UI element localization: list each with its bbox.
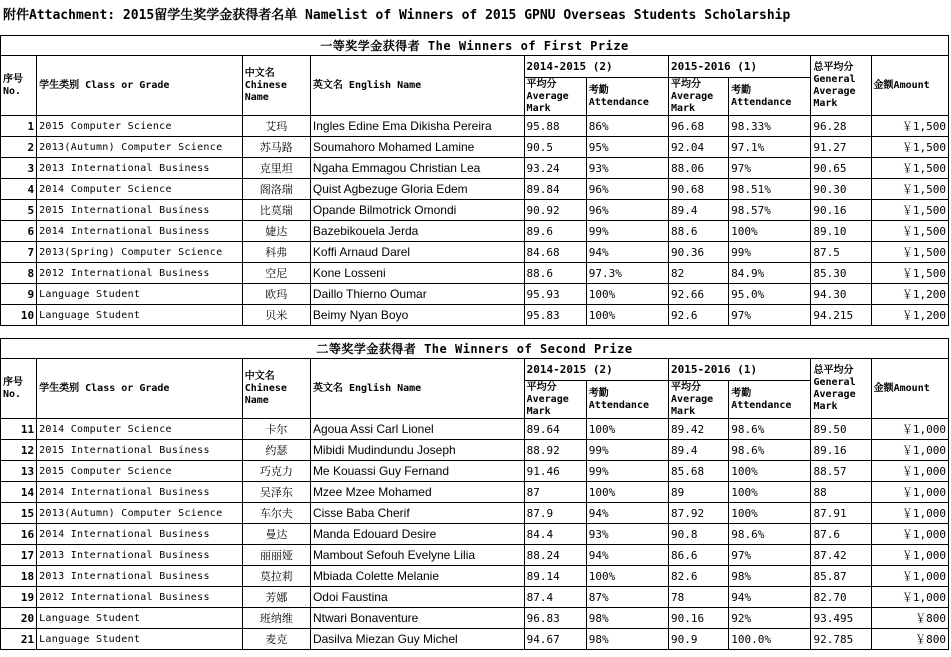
table-row	[1, 419, 949, 440]
average-mark-2014-2015: 88.6	[524, 263, 586, 284]
table-row	[1, 116, 949, 137]
row-number: 13	[1, 461, 37, 482]
attendance-2014-2015: 86%	[586, 116, 668, 137]
section-caption: 一等奖学金获得者 The Winners of First Prize	[1, 36, 949, 56]
english-name: Agoua Assi Carl Lionel	[310, 419, 524, 440]
attendance-2015-2016: 98.33%	[729, 116, 811, 137]
class-grade: 2013(Autumn) Computer Science	[37, 503, 243, 524]
row-number: 19	[1, 587, 37, 608]
row-number: 15	[1, 503, 37, 524]
average-mark-2014-2015: 87	[524, 482, 586, 503]
class-grade: 2015 International Business	[37, 440, 243, 461]
row-number: 7	[1, 242, 37, 263]
amount: ￥800	[871, 629, 948, 650]
average-mark-2015-2016: 86.6	[669, 545, 729, 566]
general-average-mark: 87.5	[811, 242, 871, 263]
english-name: Me Kouassi Guy Fernand	[310, 461, 524, 482]
row-number: 10	[1, 305, 37, 326]
table-row	[1, 263, 949, 284]
average-mark-2015-2016: 85.68	[669, 461, 729, 482]
general-average-mark: 87.6	[811, 524, 871, 545]
english-name: Mzee Mzee Mohamed	[310, 482, 524, 503]
header-year-2014-2015: 2014-2015 (2)	[524, 359, 668, 381]
average-mark-2014-2015: 89.84	[524, 179, 586, 200]
row-number: 21	[1, 629, 37, 650]
attendance-2014-2015: 97.3%	[586, 263, 668, 284]
amount: ￥1,000	[871, 545, 948, 566]
table-row	[1, 482, 949, 503]
attendance-2014-2015: 98%	[586, 629, 668, 650]
english-name: Odoi Faustina	[310, 587, 524, 608]
attendance-2015-2016: 97%	[729, 545, 811, 566]
table-row	[1, 200, 949, 221]
average-mark-2015-2016: 90.68	[668, 179, 728, 200]
header-average-mark-2: 平均分 Average Mark	[668, 78, 728, 116]
row-number: 20	[1, 608, 37, 629]
attendance-2014-2015: 100%	[586, 482, 668, 503]
attendance-2014-2015: 94%	[586, 503, 668, 524]
row-number: 5	[1, 200, 37, 221]
chinese-name: 贝米	[242, 305, 310, 326]
header-no: 序号 No.	[1, 56, 37, 116]
class-grade: 2015 Computer Science	[37, 461, 243, 482]
chinese-name: 克里坦	[242, 158, 310, 179]
english-name: Beimy Nyan Boyo	[310, 305, 524, 326]
general-average-mark: 89.16	[811, 440, 871, 461]
chinese-name: 欧玛	[242, 284, 310, 305]
amount: ￥1,500	[871, 137, 948, 158]
attendance-2015-2016: 94%	[729, 587, 811, 608]
english-name: Quist Agbezuge Gloria Edem	[310, 179, 524, 200]
general-average-mark: 89.50	[811, 419, 871, 440]
average-mark-2015-2016: 87.92	[669, 503, 729, 524]
amount: ￥1,000	[871, 419, 948, 440]
table-row	[1, 305, 949, 326]
table-row	[1, 284, 949, 305]
average-mark-2014-2015: 88.24	[524, 545, 586, 566]
average-mark-2015-2016: 89	[669, 482, 729, 503]
general-average-mark: 90.30	[811, 179, 871, 200]
amount: ￥1,000	[871, 503, 948, 524]
attendance-2014-2015: 87%	[586, 587, 668, 608]
average-mark-2014-2015: 93.24	[524, 158, 586, 179]
header-attendance-1: 考勤 Attendance	[586, 381, 668, 419]
class-grade: 2012 International Business	[37, 587, 243, 608]
attendance-2014-2015: 96%	[586, 200, 668, 221]
average-mark-2014-2015: 89.6	[524, 221, 586, 242]
class-grade: Language Student	[37, 629, 243, 650]
general-average-mark: 91.27	[811, 137, 871, 158]
row-number: 4	[1, 179, 37, 200]
average-mark-2015-2016: 96.68	[668, 116, 728, 137]
general-average-mark: 94.215	[811, 305, 871, 326]
row-number: 3	[1, 158, 37, 179]
row-number: 17	[1, 545, 37, 566]
header-year-2015-2016: 2015-2016 (1)	[668, 56, 810, 78]
english-name: Ingles Edine Ema Dikisha Pereira	[310, 116, 524, 137]
attendance-2015-2016: 98%	[729, 566, 811, 587]
attendance-2014-2015: 99%	[586, 461, 668, 482]
class-grade: 2014 International Business	[37, 524, 243, 545]
header-general-average: 总平均分 General Average Mark	[811, 56, 871, 116]
general-average-mark: 96.28	[811, 116, 871, 137]
table-row	[1, 587, 949, 608]
average-mark-2015-2016: 89.4	[668, 200, 728, 221]
attendance-2015-2016: 99%	[729, 242, 811, 263]
class-grade: 2015 Computer Science	[37, 116, 243, 137]
attendance-2015-2016: 97%	[729, 158, 811, 179]
english-name: Manda Edouard Desire	[310, 524, 524, 545]
chinese-name: 艾玛	[242, 116, 310, 137]
table-row	[1, 503, 949, 524]
average-mark-2014-2015: 87.4	[524, 587, 586, 608]
second-prize-table	[0, 338, 949, 650]
average-mark-2015-2016: 92.04	[668, 137, 728, 158]
average-mark-2015-2016: 82	[668, 263, 728, 284]
average-mark-2014-2015: 94.67	[524, 629, 586, 650]
attendance-2015-2016: 98.6%	[729, 419, 811, 440]
chinese-name: 丽丽娅	[242, 545, 310, 566]
english-name: Cisse Baba Cherif	[310, 503, 524, 524]
class-grade: 2014 Computer Science	[37, 419, 243, 440]
class-grade: 2015 International Business	[37, 200, 243, 221]
class-grade: 2013 International Business	[37, 566, 243, 587]
average-mark-2014-2015: 84.68	[524, 242, 586, 263]
english-name: Mbiada Colette Melanie	[310, 566, 524, 587]
table-row	[1, 545, 949, 566]
header-attendance-1: 考勤 Attendance	[586, 78, 668, 116]
header-english-name: 英文名 English Name	[310, 56, 524, 116]
header-chinese-name: 中文名 Chinese Name	[242, 359, 310, 419]
row-number: 9	[1, 284, 37, 305]
row-number: 14	[1, 482, 37, 503]
attendance-2015-2016: 100.0%	[729, 629, 811, 650]
average-mark-2015-2016: 82.6	[669, 566, 729, 587]
table-row	[1, 461, 949, 482]
attendance-2015-2016: 97.1%	[729, 137, 811, 158]
attendance-2014-2015: 100%	[586, 419, 668, 440]
attendance-2015-2016: 98.6%	[729, 440, 811, 461]
header-attendance-2: 考勤 Attendance	[729, 78, 811, 116]
english-name: Dasilva Miezan Guy Michel	[310, 629, 524, 650]
row-number: 11	[1, 419, 37, 440]
header-no: 序号 No.	[1, 359, 37, 419]
average-mark-2015-2016: 89.42	[669, 419, 729, 440]
table-row	[1, 221, 949, 242]
attendance-2015-2016: 100%	[729, 503, 811, 524]
row-number: 1	[1, 116, 37, 137]
header-year-2014-2015: 2014-2015 (2)	[524, 56, 668, 78]
average-mark-2014-2015: 87.9	[524, 503, 586, 524]
attendance-2014-2015: 94%	[586, 545, 668, 566]
chinese-name: 巧克力	[242, 461, 310, 482]
header-amount: 金额Amount	[871, 56, 948, 116]
header-english-name: 英文名 English Name	[310, 359, 524, 419]
english-name: Koffi Arnaud Darel	[310, 242, 524, 263]
average-mark-2014-2015: 89.64	[524, 419, 586, 440]
header-class: 学生类别 Class or Grade	[37, 56, 243, 116]
amount: ￥1,500	[871, 158, 948, 179]
chinese-name: 苏马路	[242, 137, 310, 158]
amount: ￥1,000	[871, 461, 948, 482]
average-mark-2015-2016: 90.16	[669, 608, 729, 629]
table-row	[1, 179, 949, 200]
attendance-2014-2015: 100%	[586, 566, 668, 587]
general-average-mark: 82.70	[811, 587, 871, 608]
english-name: Ngaha Emmagou Christian Lea	[310, 158, 524, 179]
chinese-name: 科弗	[242, 242, 310, 263]
general-average-mark: 90.16	[811, 200, 871, 221]
chinese-name: 吴泽东	[242, 482, 310, 503]
attendance-2014-2015: 95%	[586, 137, 668, 158]
chinese-name: 空尼	[242, 263, 310, 284]
general-average-mark: 85.30	[811, 263, 871, 284]
average-mark-2014-2015: 90.5	[524, 137, 586, 158]
table-row	[1, 137, 949, 158]
average-mark-2015-2016: 90.9	[669, 629, 729, 650]
class-grade: 2014 Computer Science	[37, 179, 243, 200]
row-number: 8	[1, 263, 37, 284]
row-number: 6	[1, 221, 37, 242]
chinese-name: 卡尔	[242, 419, 310, 440]
average-mark-2014-2015: 91.46	[524, 461, 586, 482]
average-mark-2014-2015: 88.92	[524, 440, 586, 461]
english-name: Mambout Sefouh Evelyne Lilia	[310, 545, 524, 566]
amount: ￥1,000	[871, 566, 948, 587]
attendance-2015-2016: 100%	[729, 461, 811, 482]
attendance-2014-2015: 99%	[586, 221, 668, 242]
header-average-mark-1: 平均分 Average Mark	[524, 78, 586, 116]
general-average-mark: 87.42	[811, 545, 871, 566]
header-amount: 金额Amount	[871, 359, 948, 419]
first-prize-table	[0, 35, 949, 326]
header-chinese-name: 中文名 Chinese Name	[242, 56, 310, 116]
general-average-mark: 87.91	[811, 503, 871, 524]
attendance-2014-2015: 98%	[586, 608, 668, 629]
english-name: Daillo Thierno Oumar	[310, 284, 524, 305]
attendance-2015-2016: 95.0%	[729, 284, 811, 305]
general-average-mark: 88.57	[811, 461, 871, 482]
average-mark-2015-2016: 89.4	[669, 440, 729, 461]
average-mark-2014-2015: 89.14	[524, 566, 586, 587]
average-mark-2015-2016: 90.8	[669, 524, 729, 545]
chinese-name: 婕达	[242, 221, 310, 242]
class-grade: 2013(Autumn) Computer Science	[37, 137, 243, 158]
amount: ￥1,000	[871, 440, 948, 461]
table-row	[1, 158, 949, 179]
english-name: Mibidi Mudindundu Joseph	[310, 440, 524, 461]
class-grade: 2013(Spring) Computer Science	[37, 242, 243, 263]
chinese-name: 莫拉莉	[242, 566, 310, 587]
english-name: Kone Losseni	[310, 263, 524, 284]
general-average-mark: 92.785	[811, 629, 871, 650]
attendance-2014-2015: 99%	[586, 440, 668, 461]
table-row	[1, 440, 949, 461]
header-year-2015-2016: 2015-2016 (1)	[669, 359, 811, 381]
amount: ￥1,500	[871, 242, 948, 263]
general-average-mark: 90.65	[811, 158, 871, 179]
amount: ￥1,500	[871, 221, 948, 242]
amount: ￥1,500	[871, 200, 948, 221]
attendance-2014-2015: 93%	[586, 158, 668, 179]
header-general-average: 总平均分 General Average Mark	[811, 359, 871, 419]
amount: ￥1,000	[871, 482, 948, 503]
amount: ￥1,000	[871, 587, 948, 608]
average-mark-2014-2015: 96.83	[524, 608, 586, 629]
table-row	[1, 608, 949, 629]
average-mark-2015-2016: 78	[669, 587, 729, 608]
english-name: Opande Bilmotrick Omondi	[310, 200, 524, 221]
amount: ￥1,200	[871, 305, 948, 326]
amount: ￥800	[871, 608, 948, 629]
attendance-2014-2015: 93%	[586, 524, 668, 545]
header-attendance-2: 考勤 Attendance	[729, 381, 811, 419]
general-average-mark: 94.30	[811, 284, 871, 305]
header-average-mark-2: 平均分 Average Mark	[669, 381, 729, 419]
attendance-2014-2015: 100%	[586, 305, 668, 326]
amount: ￥1,200	[871, 284, 948, 305]
page-title: 附件Attachment: 2015留学生奖学金获得者名单 Namelist of Winners of 2015 GPNU Overseas Students Scholarship	[3, 8, 791, 23]
attendance-2015-2016: 97%	[729, 305, 811, 326]
english-name: Ntwari Bonaventure	[310, 608, 524, 629]
attendance-2015-2016: 100%	[729, 482, 811, 503]
amount: ￥1,500	[871, 116, 948, 137]
average-mark-2014-2015: 95.93	[524, 284, 586, 305]
general-average-mark: 88	[811, 482, 871, 503]
class-grade: Language Student	[37, 305, 243, 326]
row-number: 2	[1, 137, 37, 158]
attendance-2015-2016: 100%	[729, 221, 811, 242]
average-mark-2014-2015: 90.92	[524, 200, 586, 221]
average-mark-2014-2015: 84.4	[524, 524, 586, 545]
chinese-name: 芳娜	[242, 587, 310, 608]
chinese-name: 班纳维	[242, 608, 310, 629]
average-mark-2015-2016: 88.06	[668, 158, 728, 179]
attendance-2015-2016: 98.57%	[729, 200, 811, 221]
general-average-mark: 85.87	[811, 566, 871, 587]
class-grade: 2014 International Business	[37, 221, 243, 242]
class-grade: 2012 International Business	[37, 263, 243, 284]
chinese-name: 比莫瑞	[242, 200, 310, 221]
chinese-name: 阁洛瑞	[242, 179, 310, 200]
row-number: 12	[1, 440, 37, 461]
general-average-mark: 89.10	[811, 221, 871, 242]
class-grade: 2014 International Business	[37, 482, 243, 503]
amount: ￥1,000	[871, 524, 948, 545]
table-row	[1, 629, 949, 650]
average-mark-2014-2015: 95.83	[524, 305, 586, 326]
attendance-2015-2016: 84.9%	[729, 263, 811, 284]
table-row	[1, 566, 949, 587]
attendance-2014-2015: 94%	[586, 242, 668, 263]
general-average-mark: 93.495	[811, 608, 871, 629]
row-number: 16	[1, 524, 37, 545]
header-class: 学生类别 Class or Grade	[37, 359, 243, 419]
class-grade: Language Student	[37, 608, 243, 629]
average-mark-2015-2016: 92.6	[668, 305, 728, 326]
english-name: Bazebikouela Jerda	[310, 221, 524, 242]
class-grade: Language Student	[37, 284, 243, 305]
table-row	[1, 524, 949, 545]
attendance-2015-2016: 92%	[729, 608, 811, 629]
chinese-name: 车尔夫	[242, 503, 310, 524]
attendance-2015-2016: 98.6%	[729, 524, 811, 545]
class-grade: 2013 International Business	[37, 158, 243, 179]
average-mark-2015-2016: 90.36	[668, 242, 728, 263]
english-name: Soumahoro Mohamed Lamine	[310, 137, 524, 158]
amount: ￥1,500	[871, 179, 948, 200]
row-number: 18	[1, 566, 37, 587]
attendance-2014-2015: 100%	[586, 284, 668, 305]
chinese-name: 约瑟	[242, 440, 310, 461]
chinese-name: 曼达	[242, 524, 310, 545]
header-average-mark-1: 平均分 Average Mark	[524, 381, 586, 419]
average-mark-2014-2015: 95.88	[524, 116, 586, 137]
attendance-2015-2016: 98.51%	[729, 179, 811, 200]
class-grade: 2013 International Business	[37, 545, 243, 566]
average-mark-2015-2016: 88.6	[668, 221, 728, 242]
attendance-2014-2015: 96%	[586, 179, 668, 200]
chinese-name: 麦克	[242, 629, 310, 650]
amount: ￥1,500	[871, 263, 948, 284]
average-mark-2015-2016: 92.66	[668, 284, 728, 305]
table-row	[1, 242, 949, 263]
section-caption: 二等奖学金获得者 The Winners of Second Prize	[1, 339, 949, 359]
